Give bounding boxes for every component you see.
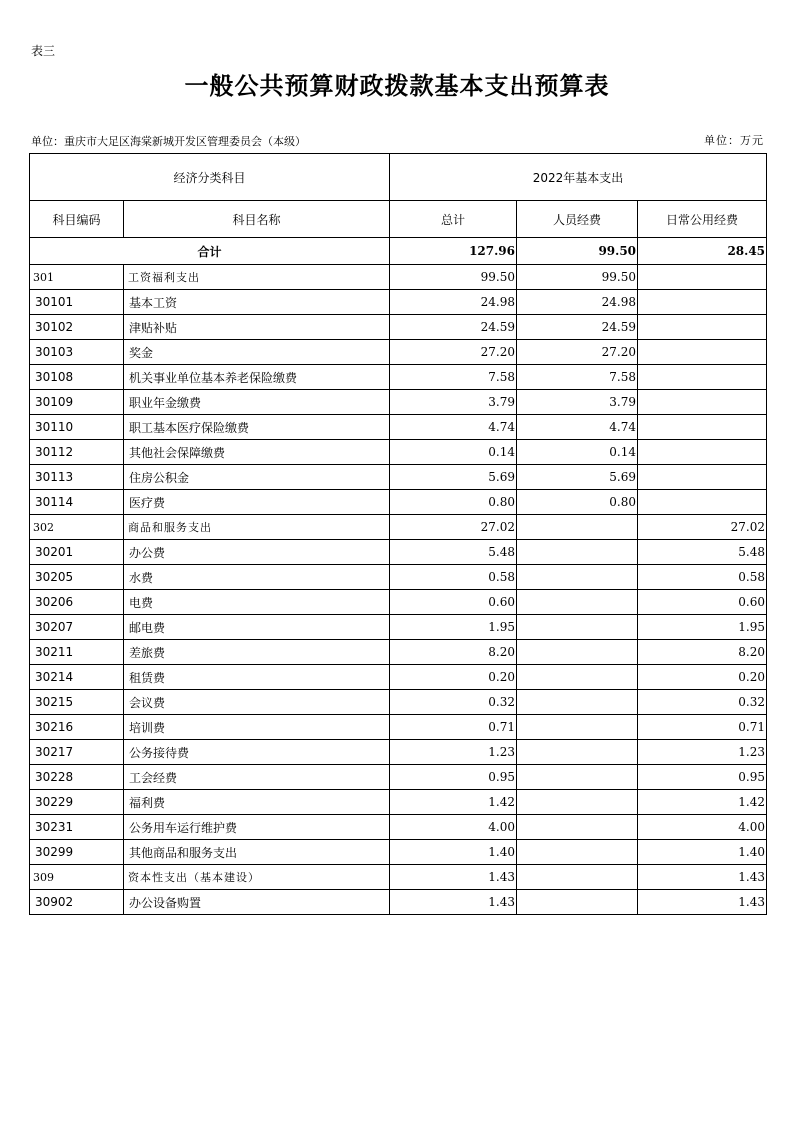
amount-personnel — [517, 715, 638, 740]
amount-total: 5.48 — [390, 540, 517, 565]
subject-code: 30201 — [30, 540, 124, 565]
subject-name: 电费 — [124, 590, 390, 615]
subject-name: 医疗费 — [124, 490, 390, 515]
table-row — [30, 765, 767, 790]
table-body — [30, 238, 767, 915]
amount-public: 1.42 — [638, 790, 767, 815]
table-row — [30, 440, 767, 465]
subject-code: 30102 — [30, 315, 124, 340]
budget-table — [29, 153, 767, 915]
subject-code: 30205 — [30, 565, 124, 590]
subject-name: 机关事业单位基本养老保险缴费 — [124, 365, 390, 390]
amount-total: 0.60 — [390, 590, 517, 615]
subject-code: 309 — [30, 865, 124, 890]
amount-total: 0.71 — [390, 715, 517, 740]
subject-name: 邮电费 — [124, 615, 390, 640]
amount-personnel: 4.74 — [517, 415, 638, 440]
subject-name: 职业年金缴费 — [124, 390, 390, 415]
header-public: 日常公用经费 — [638, 201, 767, 238]
total-label: 合计 — [30, 238, 390, 265]
amount-total: 3.79 — [390, 390, 517, 415]
amount-personnel — [517, 890, 638, 915]
header-column-row — [30, 201, 767, 238]
subject-code: 30231 — [30, 815, 124, 840]
header-group-row — [30, 154, 767, 201]
amount-total: 1.23 — [390, 740, 517, 765]
table-row — [30, 565, 767, 590]
amount-personnel — [517, 590, 638, 615]
subject-code: 30215 — [30, 690, 124, 715]
subject-code: 30108 — [30, 365, 124, 390]
amount-personnel — [517, 515, 638, 540]
subject-name: 租赁费 — [124, 665, 390, 690]
subject-name: 培训费 — [124, 715, 390, 740]
amount-public: 0.58 — [638, 565, 767, 590]
amount-public: 0.60 — [638, 590, 767, 615]
amount-personnel — [517, 865, 638, 890]
total-personnel: 99.50 — [517, 238, 638, 265]
amount-personnel — [517, 815, 638, 840]
subject-code: 30214 — [30, 665, 124, 690]
amount-public: 27.02 — [638, 515, 767, 540]
category-row — [30, 265, 767, 290]
amount-total: 0.32 — [390, 690, 517, 715]
amount-public: 0.32 — [638, 690, 767, 715]
table-row — [30, 415, 767, 440]
amount-total: 8.20 — [390, 640, 517, 665]
amount-personnel: 24.98 — [517, 290, 638, 315]
subject-code: 30229 — [30, 790, 124, 815]
amount-total: 0.80 — [390, 490, 517, 515]
subject-code: 30114 — [30, 490, 124, 515]
amount-public: 4.00 — [638, 815, 767, 840]
amount-personnel — [517, 565, 638, 590]
subject-code: 301 — [30, 265, 124, 290]
amount-personnel — [517, 665, 638, 690]
table-row — [30, 890, 767, 915]
subject-code: 30299 — [30, 840, 124, 865]
amount-personnel: 5.69 — [517, 465, 638, 490]
amount-public — [638, 390, 767, 415]
amount-total: 24.59 — [390, 315, 517, 340]
amount-total: 0.95 — [390, 765, 517, 790]
subject-name: 其他社会保障缴费 — [124, 440, 390, 465]
subject-name: 福利费 — [124, 790, 390, 815]
table-row — [30, 590, 767, 615]
table-row — [30, 490, 767, 515]
amount-total: 99.50 — [390, 265, 517, 290]
amount-public: 0.71 — [638, 715, 767, 740]
table-label: 表三 — [31, 44, 56, 58]
amount-public — [638, 315, 767, 340]
amount-public: 1.43 — [638, 865, 767, 890]
amount-public — [638, 465, 767, 490]
amount-personnel: 99.50 — [517, 265, 638, 290]
table-row — [30, 465, 767, 490]
amount-public — [638, 290, 767, 315]
amount-personnel: 0.14 — [517, 440, 638, 465]
amount-public — [638, 265, 767, 290]
unit-organization: 单位：重庆市大足区海棠新城开发区管理委员会（本级） — [31, 135, 306, 148]
subject-name: 住房公积金 — [124, 465, 390, 490]
table-row — [30, 715, 767, 740]
subject-name: 其他商品和服务支出 — [124, 840, 390, 865]
amount-personnel: 24.59 — [517, 315, 638, 340]
table-row — [30, 790, 767, 815]
amount-personnel — [517, 790, 638, 815]
subject-code: 30216 — [30, 715, 124, 740]
subject-code: 30101 — [30, 290, 124, 315]
total-amount: 127.96 — [390, 238, 517, 265]
amount-personnel — [517, 690, 638, 715]
amount-total: 4.00 — [390, 815, 517, 840]
header-economic-classification: 经济分类科目 — [30, 154, 390, 201]
subject-name: 公务接待费 — [124, 740, 390, 765]
amount-public — [638, 490, 767, 515]
amount-public: 1.95 — [638, 615, 767, 640]
table-row — [30, 840, 767, 865]
subject-code: 30207 — [30, 615, 124, 640]
amount-total: 5.69 — [390, 465, 517, 490]
subject-name: 办公费 — [124, 540, 390, 565]
subject-name: 奖金 — [124, 340, 390, 365]
table-row — [30, 340, 767, 365]
table-row — [30, 690, 767, 715]
amount-public: 8.20 — [638, 640, 767, 665]
subject-code: 30110 — [30, 415, 124, 440]
subject-code: 30113 — [30, 465, 124, 490]
subject-name: 办公设备购置 — [124, 890, 390, 915]
amount-public: 5.48 — [638, 540, 767, 565]
total-row — [30, 238, 767, 265]
amount-public: 0.20 — [638, 665, 767, 690]
amount-personnel — [517, 540, 638, 565]
amount-total: 27.02 — [390, 515, 517, 540]
amount-personnel — [517, 640, 638, 665]
subject-name: 资本性支出（基本建设） — [124, 865, 390, 890]
table-row — [30, 815, 767, 840]
table-row — [30, 615, 767, 640]
subject-code: 30902 — [30, 890, 124, 915]
amount-public — [638, 415, 767, 440]
category-row — [30, 865, 767, 890]
amount-total: 0.58 — [390, 565, 517, 590]
amount-public: 1.40 — [638, 840, 767, 865]
table-row — [30, 740, 767, 765]
amount-public — [638, 340, 767, 365]
amount-personnel — [517, 615, 638, 640]
amount-total: 27.20 — [390, 340, 517, 365]
header-personnel: 人员经费 — [517, 201, 638, 238]
amount-personnel — [517, 765, 638, 790]
header-basic-expenditure: 2022年基本支出 — [390, 154, 767, 201]
amount-personnel — [517, 840, 638, 865]
table-row — [30, 540, 767, 565]
subject-name: 工资福利支出 — [124, 265, 390, 290]
table-row — [30, 290, 767, 315]
subject-code: 30206 — [30, 590, 124, 615]
subject-code: 30103 — [30, 340, 124, 365]
subject-name: 基本工资 — [124, 290, 390, 315]
amount-public: 1.23 — [638, 740, 767, 765]
subject-code: 30109 — [30, 390, 124, 415]
amount-total: 0.20 — [390, 665, 517, 690]
amount-total: 0.14 — [390, 440, 517, 465]
amount-public — [638, 440, 767, 465]
table-row — [30, 665, 767, 690]
subject-code: 30112 — [30, 440, 124, 465]
subject-name: 会议费 — [124, 690, 390, 715]
subject-name: 差旅费 — [124, 640, 390, 665]
table-row — [30, 390, 767, 415]
amount-public: 0.95 — [638, 765, 767, 790]
header-total: 总计 — [390, 201, 517, 238]
subject-name: 水费 — [124, 565, 390, 590]
amount-personnel: 0.80 — [517, 490, 638, 515]
amount-total: 1.40 — [390, 840, 517, 865]
category-row — [30, 515, 767, 540]
subject-code: 30217 — [30, 740, 124, 765]
table-row — [30, 640, 767, 665]
page-title: 一般公共预算财政拨款基本支出预算表 — [184, 71, 610, 100]
total-public: 28.45 — [638, 238, 767, 265]
amount-personnel: 27.20 — [517, 340, 638, 365]
amount-personnel — [517, 740, 638, 765]
amount-total: 7.58 — [390, 365, 517, 390]
amount-personnel: 7.58 — [517, 365, 638, 390]
subject-code: 30228 — [30, 765, 124, 790]
amount-total: 1.43 — [390, 865, 517, 890]
subject-name: 工会经费 — [124, 765, 390, 790]
unit-currency: 单位：万元 — [704, 134, 764, 147]
amount-total: 4.74 — [390, 415, 517, 440]
table-row — [30, 365, 767, 390]
amount-total: 1.95 — [390, 615, 517, 640]
amount-total: 24.98 — [390, 290, 517, 315]
amount-total: 1.42 — [390, 790, 517, 815]
subject-name: 职工基本医疗保险缴费 — [124, 415, 390, 440]
header-subject-name: 科目名称 — [124, 201, 390, 238]
subject-code: 30211 — [30, 640, 124, 665]
subject-name: 公务用车运行维护费 — [124, 815, 390, 840]
subject-name: 商品和服务支出 — [124, 515, 390, 540]
header-subject-code: 科目编码 — [30, 201, 124, 238]
subject-code: 302 — [30, 515, 124, 540]
table-row — [30, 315, 767, 340]
subject-name: 津贴补贴 — [124, 315, 390, 340]
amount-personnel: 3.79 — [517, 390, 638, 415]
amount-public — [638, 365, 767, 390]
amount-public: 1.43 — [638, 890, 767, 915]
amount-total: 1.43 — [390, 890, 517, 915]
